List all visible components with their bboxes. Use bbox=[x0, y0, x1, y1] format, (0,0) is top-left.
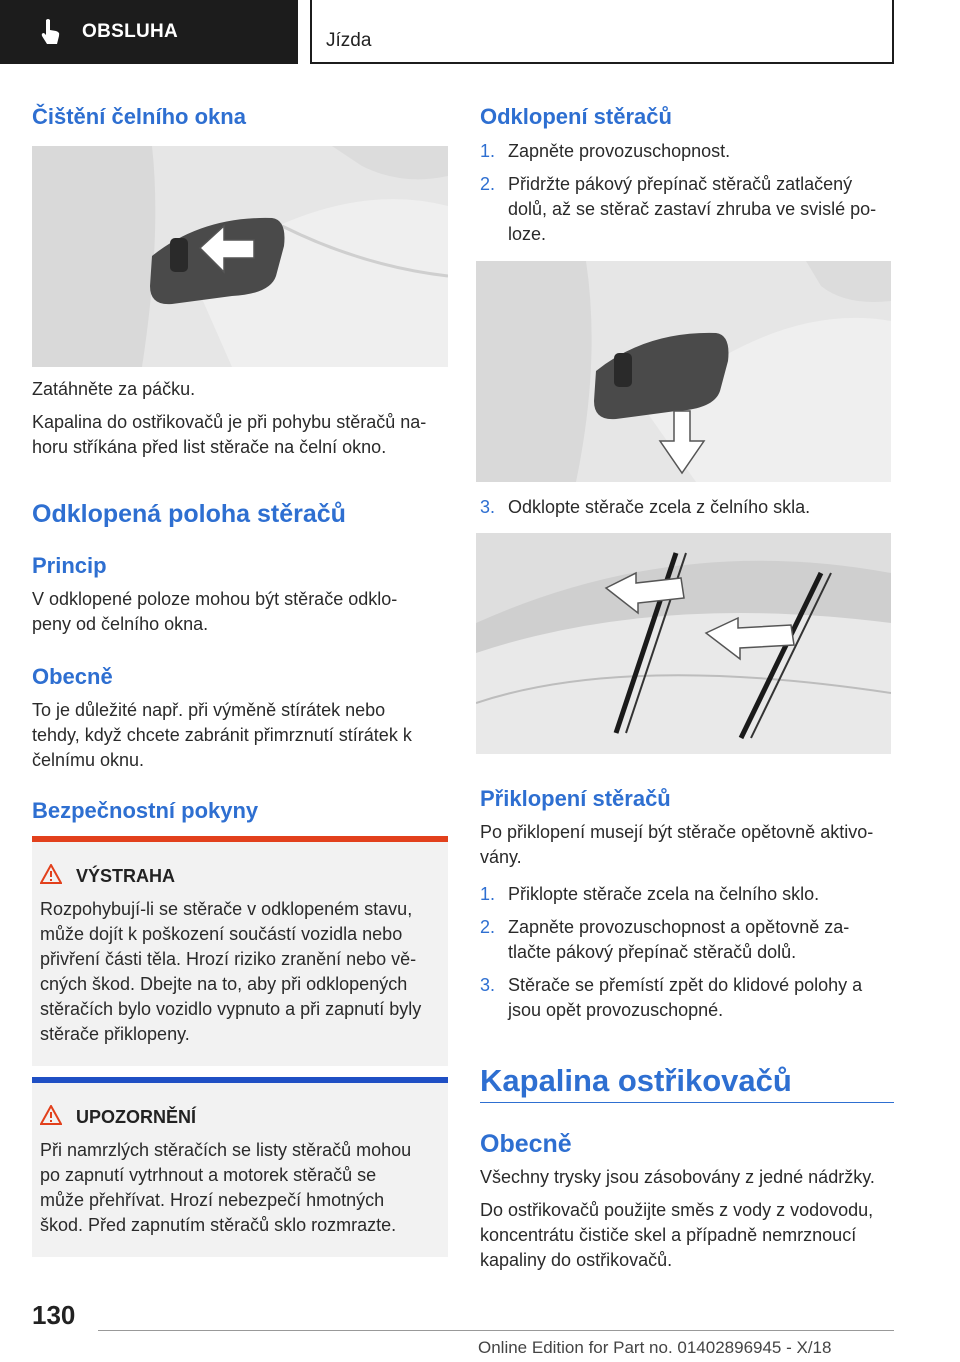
step-text: Odklopte stěrače zcela z čelního skla. bbox=[508, 497, 811, 517]
warning-title: VÝSTRAHA bbox=[76, 866, 176, 886]
caution-title: UPOZORNĚNÍ bbox=[76, 1107, 197, 1127]
text-principle: V odklopené poloze mohou být stěrače odklo- peny od čelního okna. bbox=[32, 589, 398, 634]
wiper-lever-pull-illustration bbox=[32, 146, 448, 367]
heading-washer-general: Obecně bbox=[480, 1130, 572, 1158]
step-text: Přiklopte stěrače zcela na čelního sklo. bbox=[508, 884, 820, 904]
header-chapter-label: OBSLUHA bbox=[82, 21, 179, 42]
header-section-box bbox=[310, 0, 894, 64]
heading-principle: Princip bbox=[32, 553, 107, 578]
header-chapter-tab bbox=[0, 0, 298, 64]
step-text: Stěrače se přemístí zpět do klidové polohy a jsou opět provozuschopné. bbox=[508, 975, 863, 1020]
footer-rule bbox=[98, 1330, 894, 1331]
text-general: To je důležité např. při výměně stírátek nebo tehdy, když chcete zabránit přimrznutí stírátek k čelnímu oknu. bbox=[32, 700, 412, 770]
caution-triangle-icon bbox=[40, 1105, 62, 1125]
warning-text: Rozpohybují-li se stěrače v odklopeném stavu, může dojít k poškození součástí vozidla nebo přivření části těla. Hrozí riziko zranění nebo vě- cných škod. Dbejte na to, aby při odklopených stěračích bylo vozidlo vypnuto a při zapnutí byly stěrače přiklopeny. bbox=[40, 899, 422, 1044]
step-number: 3. bbox=[480, 497, 496, 517]
text-washer-mix: Do ostřikovačů použijte směs z vody z vodovodu, koncentrátu čističe skel a případně nemrznoucí kapaliny do ostřikovačů. bbox=[480, 1200, 874, 1270]
step-text: Zapněte provozuschopnost a opětovně za- tlačte pákový přepínač stěračů dolů. bbox=[508, 917, 850, 962]
footer-edition: Online Edition for Part no. 01402896945 - X/18 bbox=[478, 1338, 832, 1357]
text-fold-in: Po přiklopení musejí být stěrače opětovně aktivo- vány. bbox=[480, 822, 874, 867]
step-number: 3. bbox=[480, 975, 496, 995]
header-section-label: Jízda bbox=[326, 30, 372, 51]
step-number: 1. bbox=[480, 141, 496, 161]
warning-bar bbox=[32, 836, 448, 842]
warning-box bbox=[32, 836, 448, 1066]
page-number: 130 bbox=[32, 1300, 76, 1330]
caution-box bbox=[32, 1077, 448, 1257]
heading-underline bbox=[480, 1102, 894, 1103]
text-fluid-spray: Kapalina do ostřikovačů je při pohybu stěračů na- horu stříkána před list stěrače na čelní okno. bbox=[32, 412, 427, 457]
heading-windshield-cleaning: Čištění čelního okna bbox=[32, 104, 246, 129]
heading-general: Obecně bbox=[32, 664, 113, 689]
step-text: Zapněte provozuschopnost. bbox=[508, 141, 731, 161]
text-pull-lever: Zatáhněte za páčku. bbox=[32, 379, 196, 399]
hand-pointer-icon bbox=[38, 18, 62, 46]
step-text: Přidržte pákový přepínač stěračů zatlačený dolů, až se stěrač zastaví zhruba ve svislé po- loze. bbox=[508, 174, 877, 244]
heading-folded-position: Odklopená poloha stěračů bbox=[32, 500, 346, 528]
heading-safety: Bezpečnostní pokyny bbox=[32, 798, 259, 823]
wiper-lever-push-illustration bbox=[476, 261, 891, 482]
heading-fold-in-wipers: Přiklopení stěračů bbox=[480, 786, 671, 811]
caution-text: Při namrzlých stěračích se listy stěračů mohou po zapnutí vytrhnout a motorek stěračů se může přehřívat. Hrozí nebezpečí hmotných škod. Před zapnutím stěračů sklo rozmrazte. bbox=[40, 1140, 412, 1235]
step-number: 2. bbox=[480, 917, 496, 937]
heading-fold-out-wipers: Odklopení stěračů bbox=[480, 104, 672, 129]
caution-bar bbox=[32, 1077, 448, 1083]
step-number: 2. bbox=[480, 174, 496, 194]
wipers-folded-illustration bbox=[476, 533, 891, 754]
step-number: 1. bbox=[480, 884, 496, 904]
text-washer-nozzles: Všechny trysky jsou zásobovány z jedné nádržky. bbox=[480, 1167, 875, 1187]
warning-triangle-icon bbox=[40, 864, 62, 884]
heading-washer-fluid: Kapalina ostřikovačů bbox=[480, 1063, 792, 1098]
